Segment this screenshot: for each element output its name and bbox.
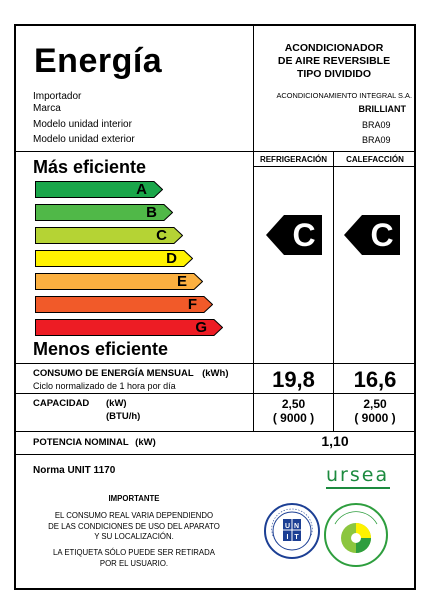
svg-text:I: I	[286, 534, 289, 541]
exterior-model-value: BRA09	[362, 135, 391, 145]
calefaccion-rating-letter: C	[370, 217, 394, 253]
potencia-bottom-line	[14, 454, 416, 455]
capacidad-unit-kw: (kW)	[106, 398, 127, 409]
capacidad-calefaccion-btu: ( 9000 )	[354, 411, 396, 425]
efficiency-bar-a	[35, 181, 163, 198]
product-line-2: DE AIRE REVERSIBLE	[277, 55, 391, 67]
efficiency-bar-c	[35, 227, 183, 244]
svg-text:T: T	[294, 534, 299, 541]
exterior-model-label: Modelo unidad exterior	[33, 134, 135, 145]
refrigeracion-rating-letter: C	[292, 217, 316, 253]
efficiency-bar-letter: D	[166, 250, 177, 267]
potencia-unit: (kW)	[135, 437, 156, 448]
ursea-logo-underline	[326, 487, 390, 489]
consumo-label	[33, 368, 229, 379]
column-header-line	[253, 166, 416, 167]
calefaccion-header: CALEFACCIÓN	[346, 155, 404, 164]
header-divider	[253, 24, 254, 152]
ursea-logo-text: ursea	[326, 464, 390, 486]
consumo-refrigeracion-value: 19,8	[272, 367, 315, 392]
efficiency-seal	[323, 502, 389, 568]
important-text-1	[34, 511, 234, 543]
capacidad-refrigeracion-btu: ( 9000 )	[272, 411, 315, 425]
capacidad-refrigeracion-kw: 2,50	[281, 397, 306, 411]
efficiency-bar-e	[35, 273, 203, 290]
product-line-3: TIPO DIVIDIDO	[296, 68, 372, 80]
header-bottom-line	[14, 151, 416, 152]
ursea-logo	[326, 464, 390, 489]
efficiency-bar-letter: E	[176, 273, 187, 290]
svg-text:N: N	[293, 523, 300, 530]
marca-label: Marca	[33, 103, 61, 114]
efficiency-seal-icon	[323, 502, 389, 568]
efficiency-bar-letter: B	[146, 204, 157, 221]
important-line-5: POR EL USUARIO.	[99, 558, 169, 568]
efficiency-bar-letter: A	[136, 181, 147, 198]
refrigeracion-header: REFRIGERACIÓN	[259, 155, 328, 164]
capacidad-label: CAPACIDAD	[33, 398, 90, 409]
norma-label: Norma UNIT 1170	[33, 465, 116, 476]
important-line-3: Y SU LOCALIZACIÓN.	[94, 532, 174, 541]
calefaccion-rating-badge	[344, 215, 400, 260]
efficiency-bar-letter: G	[195, 319, 207, 336]
unit-seal-icon	[263, 502, 321, 560]
interior-model-value: BRA09	[362, 120, 391, 130]
efficiency-bar-shape	[35, 296, 213, 313]
important-text-2	[34, 548, 234, 569]
marca-value: BRILLIANT	[358, 104, 406, 114]
consumo-label-text: CONSUMO DE ENERGÍA MENSUAL	[33, 368, 194, 379]
efficiency-bar-g	[35, 319, 223, 336]
column-divider-left	[253, 151, 254, 363]
efficiency-bar-d	[35, 250, 193, 267]
important-line-4: LA ETIQUETA SÓLO PUEDE SER RETIRADA	[53, 548, 215, 557]
most-efficient-label: Más eficiente	[33, 157, 147, 177]
important-line-2: DE LAS CONDICIONES DE USO DEL APARATO	[48, 521, 220, 531]
important-title: IMPORTANTE	[108, 494, 160, 503]
capacidad-unit-btu: (BTU/h)	[106, 411, 141, 422]
importador-value: ACONDICIONAMIENTO INTEGRAL S.A.	[276, 91, 412, 100]
unit-seal	[263, 502, 321, 560]
capacidad-bottom-line	[14, 431, 416, 432]
least-efficient-label: Menos eficiente	[33, 339, 169, 359]
product-line-1: ACONDICIONADOR	[284, 42, 384, 54]
label-title: Energía	[34, 42, 163, 80]
consumo-unit: (kWh)	[202, 368, 229, 379]
important-line-1: EL CONSUMO REAL VARIA DEPENDIENDO	[54, 511, 214, 520]
scale-bottom-line	[14, 363, 416, 364]
interior-model-label: Modelo unidad interior	[33, 119, 132, 130]
potencia-label-text: POTENCIA NOMINAL	[33, 437, 129, 448]
importador-label: Importador	[33, 91, 82, 102]
efficiency-bar-letter: F	[187, 296, 197, 313]
efficiency-bar-f	[35, 296, 213, 313]
potencia-value: 1,10	[321, 433, 349, 449]
svg-text:U: U	[284, 523, 291, 530]
potencia-label	[33, 437, 156, 448]
refrigeracion-rating-badge	[266, 215, 322, 260]
capacidad-calefaccion-kw: 2,50	[363, 397, 387, 411]
consumo-calefaccion-value: 16,6	[353, 367, 397, 392]
efficiency-bar-letter: C	[156, 227, 167, 244]
consumo-bottom-line	[14, 393, 416, 394]
consumo-sublabel: Ciclo normalizado de 1 hora por día	[33, 381, 176, 391]
product-type	[258, 42, 410, 81]
efficiency-bar-b	[35, 204, 173, 221]
